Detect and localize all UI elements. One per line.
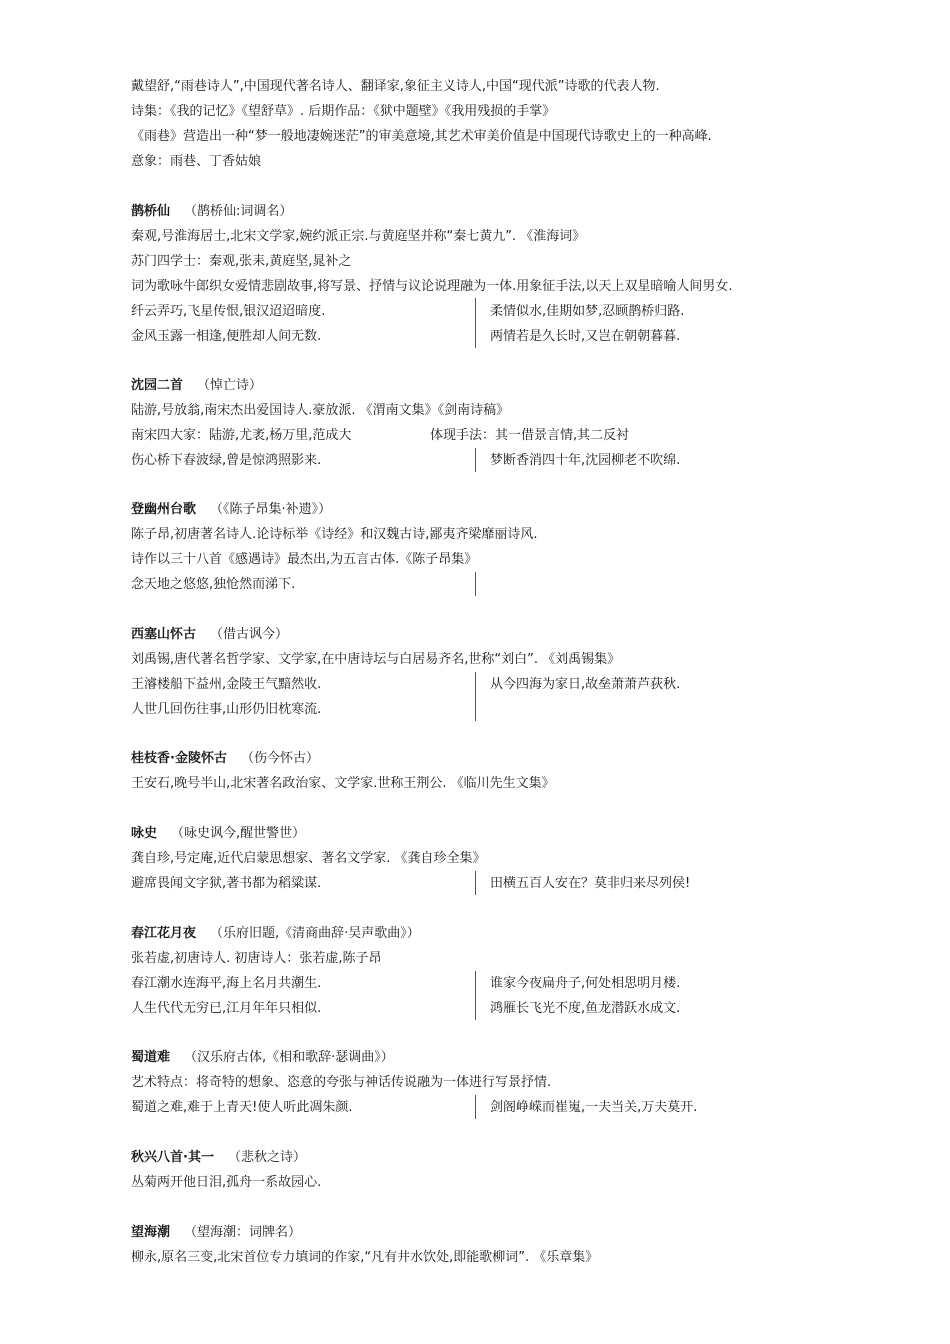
section-title: 桂枝香·金陵怀古: [131, 751, 227, 766]
section-title: 沈园二首: [131, 378, 184, 393]
verse-right: 两情若是久长时,又岂在朝朝暮暮.: [490, 329, 681, 344]
section-title: 登幽州台歌: [131, 502, 197, 517]
column-divider: [475, 971, 476, 1020]
section-line: 刘禹锡,唐代著名哲学家、文学家,在中唐诗坛与白居易齐名,世称“刘白”. 《刘禹锡集》: [131, 652, 621, 667]
section-title: 蜀道难: [131, 1050, 171, 1065]
section-subtitle: （《陈子昂集·补遗》）: [210, 502, 332, 517]
verse-left: 伤心桥下春波绿,曾是惊鸿照影来.: [131, 453, 322, 468]
section-heading: [131, 626, 288, 644]
section-line: 陈子昂,初唐著名诗人.论诗标举《诗经》和汉魏古诗,鄙夷齐梁靡丽诗风.: [131, 527, 538, 542]
verse-right: 田横五百人安在？莫非归来尽列侯!: [490, 876, 691, 891]
section-line: 王安石,晚号半山,北宋著名政治家、文学家.世称王荆公. 《临川先生文集》: [131, 776, 555, 791]
verse-right: 从今四海为家日,故垒萧萧芦荻秋.: [490, 677, 681, 692]
verse-left: 人生代代无穷已,江月年年只相似.: [131, 1001, 322, 1016]
verse-left: 王濬楼船下益州,金陵王气黯然收.: [131, 677, 322, 692]
section-heading: [131, 501, 331, 519]
section-line: 龚自珍,号定庵,近代启蒙思想家、著名文学家. 《龚自珍全集》: [131, 851, 486, 866]
section-heading: [131, 203, 292, 221]
section-line: 陆游,号放翁,南宋杰出爱国诗人.豪放派. 《渭南文集》《剑南诗稿》: [131, 403, 510, 418]
section-line: 秦观,号淮海居士,北宋文学家,婉约派正宗.与黄庭坚并称“秦七黄九”. 《淮海词》: [131, 229, 586, 244]
section-heading: [131, 825, 305, 843]
column-divider: [475, 448, 476, 472]
verse-left: 蜀道之难,难于上青天!使人听此凋朱颜.: [131, 1100, 353, 1115]
section-line: 南宋四大家：陆游,尤袤,杨万里,范成大: [131, 428, 352, 443]
section-line: 丛菊两开他日泪,孤舟一系故园心.: [131, 1175, 322, 1190]
section-title: 鹊桥仙: [131, 204, 171, 219]
section-subtitle: （咏史讽今,醒世警世）: [171, 826, 306, 841]
verse-left: 纤云弄巧,飞星传恨,银汉迢迢暗度.: [131, 304, 326, 319]
verse-right: 柔情似水,佳期如梦,忍顾鹊桥归路.: [490, 304, 685, 319]
section-subtitle: （伤今怀古）: [240, 751, 319, 766]
section-line: 张若虚,初唐诗人. 初唐诗人：张若虚,陈子昂: [131, 951, 382, 966]
section-subtitle: （乐府旧题,《清商曲辞·吴声歌曲》）: [210, 926, 420, 941]
verse-left: 念天地之悠悠,独怆然而涕下.: [131, 577, 296, 592]
section-title: 咏史: [131, 826, 158, 841]
intro-line-3: 《雨巷》营造出一种“梦一般地凄婉迷茫”的审美意境,其艺术审美价值是中国现代诗歌史上的一种高峰.: [131, 129, 712, 144]
verse-left: 春江潮水连海平,海上名月共潮生.: [131, 976, 322, 991]
verse-right: 谁家今夜扁舟子,何处相思明月楼.: [490, 976, 681, 991]
section-heading: [131, 925, 420, 943]
intro-line-2: 诗集：《我的记忆》《望舒草》. 后期作品：《狱中题壁》《我用残损的手掌》: [131, 104, 556, 119]
column-divider: [475, 572, 476, 596]
section-subtitle: （悼亡诗）: [197, 378, 263, 393]
section-heading: [131, 750, 319, 768]
column-divider: [475, 298, 476, 348]
section-line: 词为歌咏牛郎织女爱情悲剧故事,将写景、抒情与议论说理融为一体.用象征手法,以天上双星暗喻人间男女.: [131, 279, 733, 294]
section-line: 诗作以三十八首《感遇诗》最杰出,为五言古体.《陈子昂集》: [131, 552, 478, 567]
section-heading: [131, 1149, 306, 1167]
verse-right: 鸿雁长飞光不度,鱼龙潜跃水成文.: [490, 1001, 681, 1016]
section-heading: [131, 1224, 301, 1242]
column-divider: [475, 1095, 476, 1119]
section-subtitle: （汉乐府古体,《相和歌辞·瑟调曲》）: [184, 1050, 394, 1065]
section-title: 春江花月夜: [131, 926, 197, 941]
section-subtitle: （悲秋之诗）: [227, 1150, 306, 1165]
section-line: 柳永,原名三变,北宋首位专力填词的作家,“凡有井水饮处,即能歌柳词”. 《乐章集》: [131, 1250, 599, 1265]
section-line: 苏门四学士：秦观,张耒,黄庭坚,晁补之: [131, 254, 352, 269]
section-heading: [131, 1049, 394, 1067]
verse-right: 剑阁峥嵘而崔嵬,一夫当关,万夫莫开.: [490, 1100, 698, 1115]
section-title: 望海潮: [131, 1225, 171, 1240]
section-title: 西塞山怀古: [131, 627, 197, 642]
column-divider: [475, 672, 476, 721]
verse-left: 避席畏闻文字狱,著书都为稻粱谋.: [131, 876, 322, 891]
verse-left: 金风玉露一相逢,便胜却人间无数.: [131, 329, 322, 344]
section-heading: [131, 377, 262, 395]
section-line-right: 体现手法：其一借景言情,其二反衬: [430, 428, 630, 443]
section-title: 秋兴八首·其一: [131, 1150, 214, 1165]
section-subtitle: （望海潮：词牌名）: [184, 1225, 302, 1240]
column-divider: [475, 871, 476, 895]
intro-line-1: 戴望舒,“雨巷诗人”,中国现代著名诗人、翻译家,象征主义诗人,中国“现代派”诗歌的代表人物.: [131, 79, 660, 94]
section-subtitle: （借古讽今）: [210, 627, 289, 642]
verse-left: 人世几回伤往事,山形仍旧枕寒流.: [131, 702, 322, 717]
intro-line-4: 意象：雨巷、丁香姑娘: [131, 154, 262, 169]
verse-right: 梦断香消四十年,沈园柳老不吹绵.: [490, 453, 681, 468]
section-subtitle: （鹊桥仙:词调名）: [184, 204, 293, 219]
section-line: 艺术特点：将奇特的想象、恣意的夸张与神话传说融为一体进行写景抒情.: [131, 1075, 552, 1090]
